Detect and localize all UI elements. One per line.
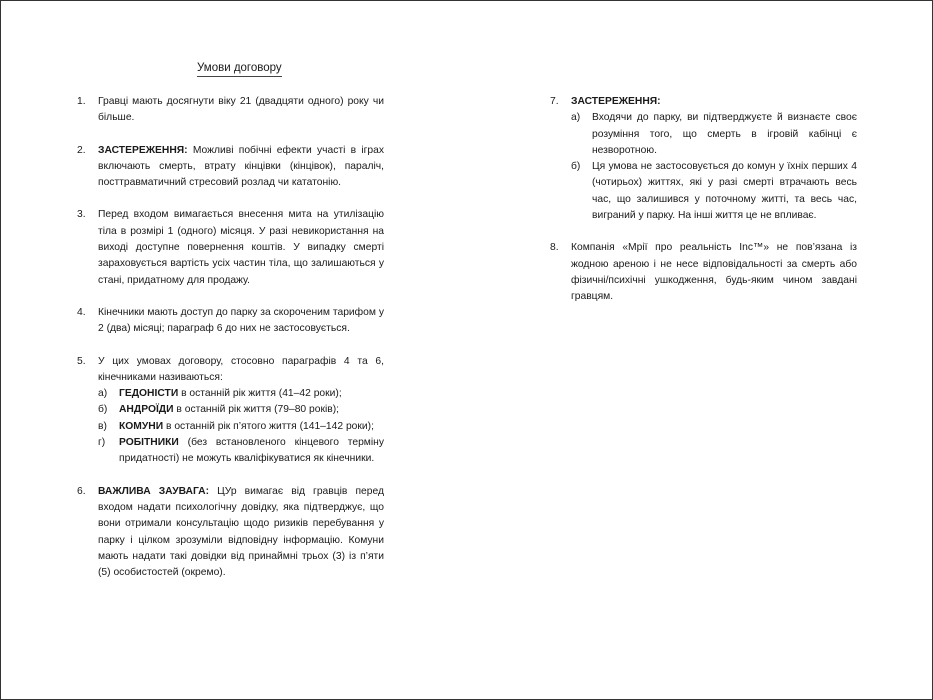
clause-number: 1. [77, 96, 86, 107]
clause-text: ЦУр вимагає від гравців перед входом надати психологічну довідку, яка підтверджує, що вони отримали консультацію щодо ризиків перебування у парку і цілком зрозуміли відповідну інформацію. Комуни мають надати такі довідки від принаймні трьох (3) із п’яти (5) особистостей (окремо). [98, 485, 385, 579]
clause-number: 2. [77, 144, 86, 156]
sub-text: в останній рік п’ятого життя (141–142 роки); [163, 420, 374, 432]
sub-text: (без встановленого кінцевого терміну придатності) не можуть кваліфікуватися як кінечники. [119, 437, 384, 465]
sub-lead: РОБІТНИКИ [119, 437, 179, 449]
clause-text: У цих умовах договору, стосовно параграфів 4 та 6, кінечниками називаються: [98, 355, 384, 383]
right-column [550, 94, 857, 322]
sub-item [98, 386, 384, 402]
clause-text: Гравці мають досягнути віку 21 (двадцяти одного) року чи більше. [98, 96, 384, 124]
left-column [77, 94, 384, 597]
clause-number: 8. [550, 242, 559, 254]
clause-7 [550, 94, 857, 224]
clause-6 [77, 484, 384, 582]
clause-text: Перед входом вимагається внесення мита на утилізацію тіла в розмірі 1 (одного) місяця. У разі невикористання на виході доступне повернення коштів. У випадку смерті зараховується вартість усіх частин тіла, що залишаються у стані, придатному для продажу. [98, 209, 384, 286]
clause-text: Можливі побічні ефекти участі в іграх включають смерть, втрату кінцівки (кінцівок), параліч, посттравматичний стресовий розлад чи кататонію. [98, 144, 384, 189]
clause-number: 6. [77, 485, 86, 497]
sub-letter: б) [98, 404, 108, 416]
sub-item [98, 402, 384, 418]
sub-item [571, 110, 857, 159]
sub-lead: КОМУНИ [119, 420, 164, 432]
sub-letter: б) [571, 161, 581, 173]
clause-lead: ЗАСТЕРЕЖЕННЯ: [571, 96, 661, 107]
clause-number: 7. [550, 96, 559, 107]
sub-text: в останній рік життя (79–80 років); [173, 404, 340, 416]
clause-text: Компанія «Мрії про реальність Inc™» не пов’язана із жодною ареною і не несе відповідальності за смерть або фізичні/психічні ушкодження, будь-яким чином завдані гравцям. [571, 242, 857, 303]
page-title: Умови договору [197, 62, 282, 77]
sub-lead: АНДРОЇДИ [119, 404, 174, 416]
clause-1 [77, 94, 384, 127]
clause-number: 5. [77, 355, 86, 367]
sub-text: Входячи до парку, ви підтверджуєте й визнаєте своє розуміння того, що смерть в ігровій кабінці є незворотною. [592, 112, 857, 156]
clause-number: 4. [77, 306, 86, 318]
sub-item [98, 419, 384, 435]
clause-number: 3. [77, 209, 86, 221]
sub-letter: а) [571, 112, 581, 124]
clause-3 [77, 207, 384, 288]
clause-2 [77, 143, 384, 192]
sub-letter: г) [98, 437, 106, 449]
clause-5 [77, 354, 384, 468]
sub-item [98, 435, 384, 468]
clause-text: Кінечники мають доступ до парку за скороченим тарифом у 2 (два) місяці; параграф 6 до них не застосовується. [98, 306, 384, 335]
sub-item [571, 159, 857, 224]
clause-8 [550, 240, 857, 305]
clause-lead: ЗАСТЕРЕЖЕННЯ: [98, 144, 188, 156]
sub-text: в останній рік життя (41–42 роки); [178, 388, 342, 400]
clause-4 [77, 305, 384, 338]
sub-letter: в) [98, 420, 107, 432]
sub-letter: а) [98, 388, 108, 400]
clause-lead: ВАЖЛИВА ЗАУВАГА: [98, 485, 210, 497]
sub-lead: ГЕДОНІСТИ [119, 388, 179, 400]
sub-text: Ця умова не застосовується до комун у їхніх перших 4 (чотирьох) життях, які у разі смерті втрачають весь час, що залишився у поточному житті, та весь час, виграний у парку. На інші життя це не впливає. [592, 161, 857, 222]
